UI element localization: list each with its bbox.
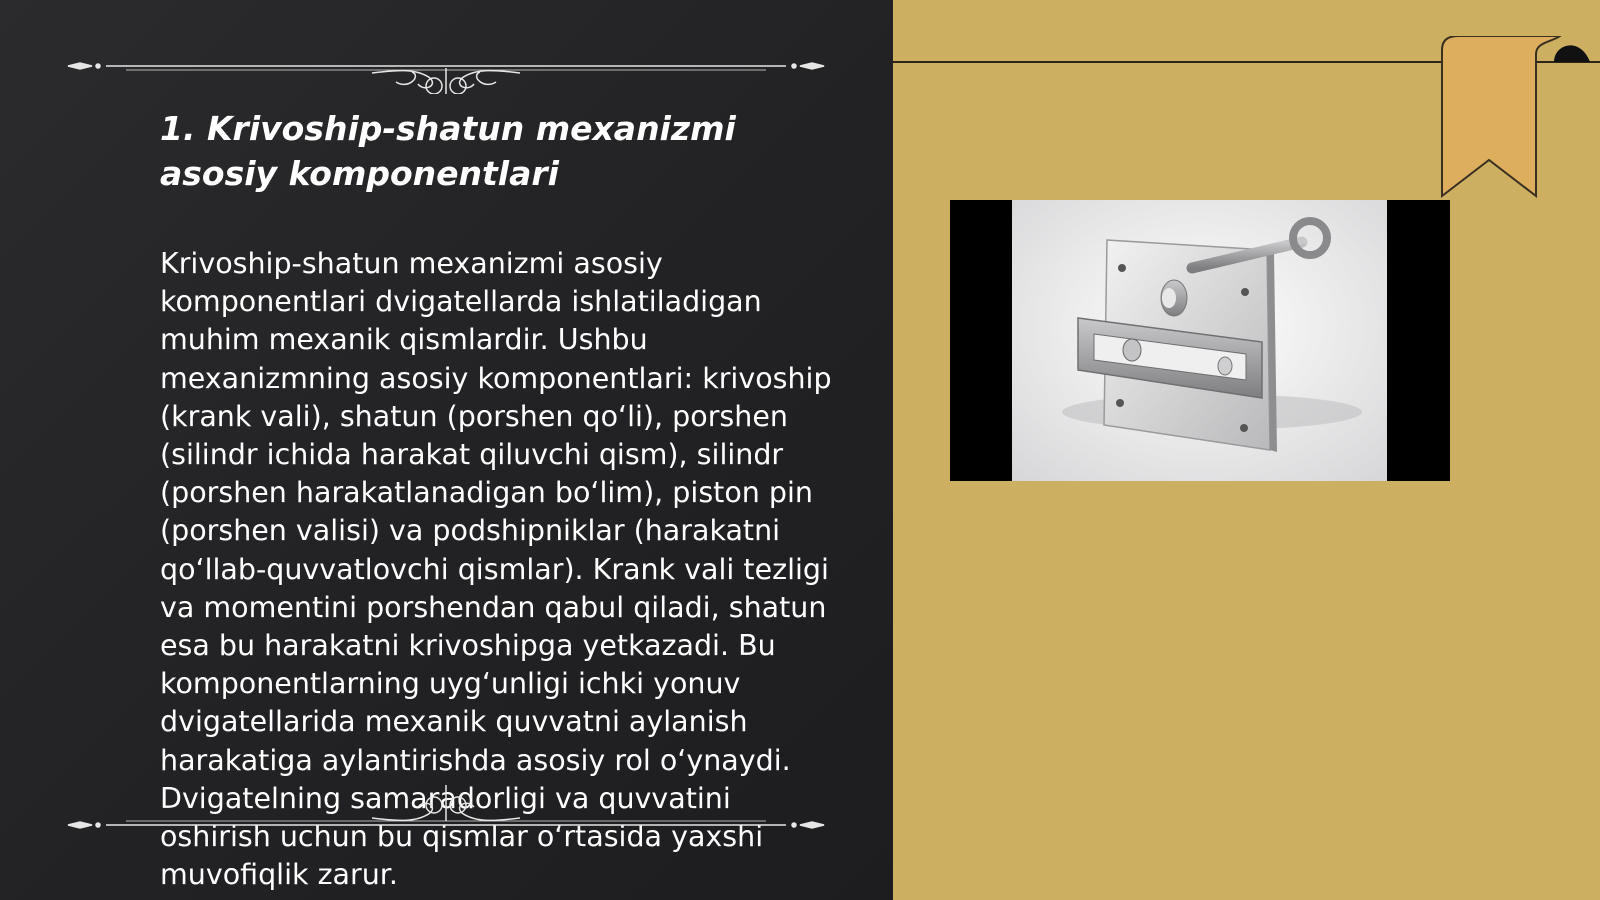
slider-crank-mechanism-image bbox=[1012, 200, 1387, 481]
top-ornamental-divider-icon bbox=[66, 40, 826, 94]
slide-body-text: Krivoship-shatun mexanizmi asosiy komponentlari dvigatellarda ishlatiladigan muhim mexanik qismlardir. Ushbu mexanizmning asosiy komponentlari: krivoship (krank vali), shatun (porshen qo‘li), porshen (silindr ichida harakat qiluvchi qism), silindr (porshen harakatlanadigan bo‘lim), piston pin (porshen valisi) va podshipniklar (harakatni qo‘llab-quvvatlovchi qismlar). Krank vali tezligi va momentini porshendan qabul qiladi, shatun esa bu harakatni krivoshipga yetkazadi. Bu komponentlarning uyg‘unligi ichki yonuv dvigatellarida mexanik quvvatni aylanish harakatiga aylantirishda asosiy rol o‘ynaydi. Dvigatelning samaradorligi va quvvatini oshirish uchun bu qismlar o‘rtasida yaxshi muvofiqlik zarur. bbox=[160, 247, 832, 892]
mechanism-image-frame bbox=[950, 200, 1450, 481]
bottom-ornamental-divider-icon bbox=[66, 785, 826, 839]
slide-title: 1. Krivoship-shatun mexanizmi asosiy komponentlari bbox=[160, 109, 736, 193]
bookmark-ribbon-icon bbox=[1432, 36, 1592, 200]
